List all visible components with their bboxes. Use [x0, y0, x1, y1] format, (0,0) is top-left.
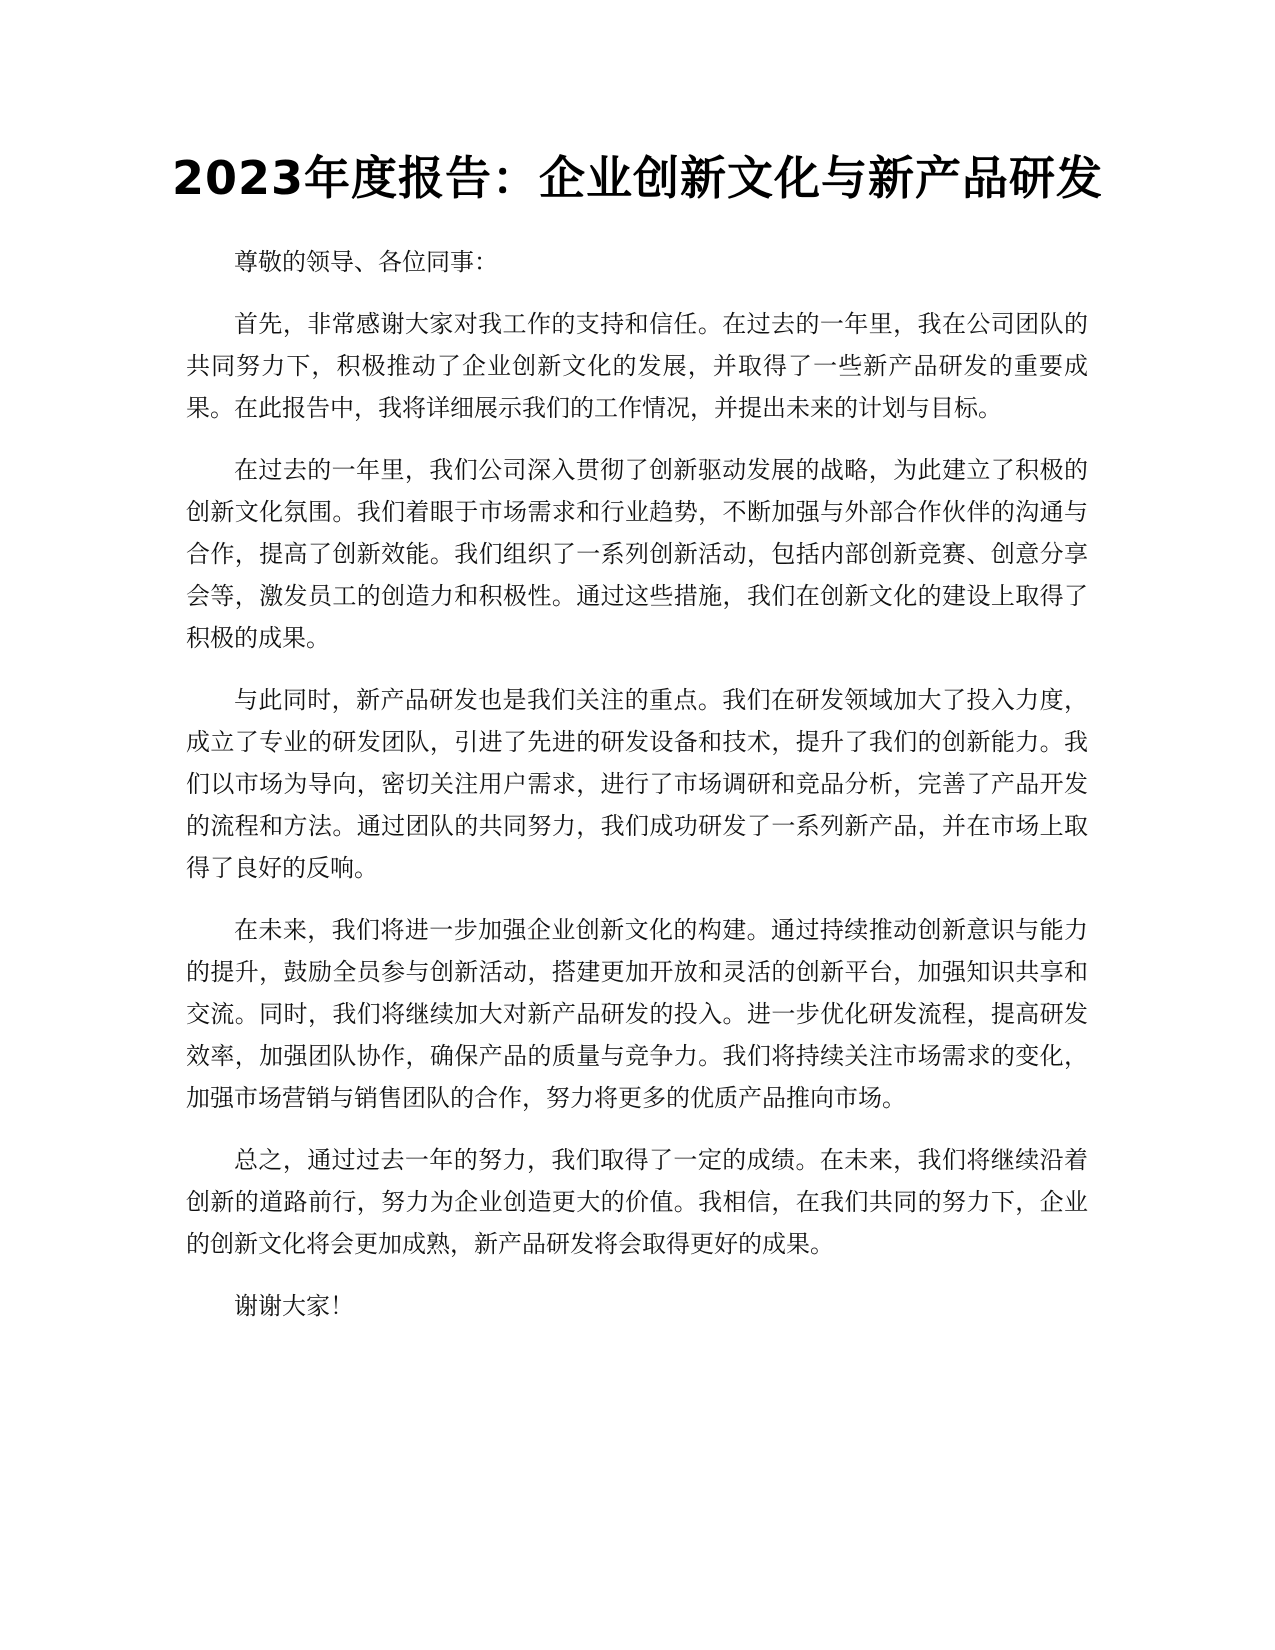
paragraph-5: 总之，通过过去一年的努力，我们取得了一定的成绩。在未来，我们将继续沿着创新的道路前行，努力为企业创造更大的价值。我相信，在我们共同的努力下，企业的创新文化将会更加成熟，新产品研发将会取得更好的成果。: [186, 1146, 1088, 1258]
paragraph-1: 首先，非常感谢大家对我工作的支持和信任。在过去的一年里，我在公司团队的共同努力下，积极推动了企业创新文化的发展，并取得了一些新产品研发的重要成果。在此报告中，我将详细展示我们的工作情况，并提出未来的计划与目标。: [186, 310, 1088, 422]
paragraph-2: 在过去的一年里，我们公司深入贯彻了创新驱动发展的战略，为此建立了积极的创新文化氛围。我们着眼于市场需求和行业趋势，不断加强与外部合作伙伴的沟通与合作，提高了创新效能。我们组织了一系列创新活动，包括内部创新竞赛、创意分享会等，激发员工的创造力和积极性。通过这些措施，我们在创新文化的建设上取得了积极的成果。: [186, 456, 1088, 652]
paragraph-4: 在未来，我们将进一步加强企业创新文化的构建。通过持续推动创新意识与能力的提升，鼓励全员参与创新活动，搭建更加开放和灵活的创新平台，加强知识共享和交流。同时，我们将继续加大对新产品研发的投入。进一步优化研发流程，提高研发效率，加强团队协作，确保产品的质量与竞争力。我们将持续关注市场需求的变化，加强市场营销与销售团队的合作，努力将更多的优质产品推向市场。: [186, 916, 1088, 1112]
document-title: 2023年度报告：企业创新文化与新产品研发: [171, 151, 1104, 205]
closing: 谢谢大家！: [234, 1292, 354, 1320]
salutation: 尊敬的领导、各位同事：: [234, 248, 498, 276]
paragraph-3: 与此同时，新产品研发也是我们关注的重点。我们在研发领域加大了投入力度，成立了专业的研发团队，引进了先进的研发设备和技术，提升了我们的创新能力。我们以市场为导向，密切关注用户需求，进行了市场调研和竞品分析，完善了产品开发的流程和方法。通过团队的共同努力，我们成功研发了一系列新产品，并在市场上取得了良好的反响。: [186, 686, 1088, 882]
document-body: [186, 241, 1088, 1347]
